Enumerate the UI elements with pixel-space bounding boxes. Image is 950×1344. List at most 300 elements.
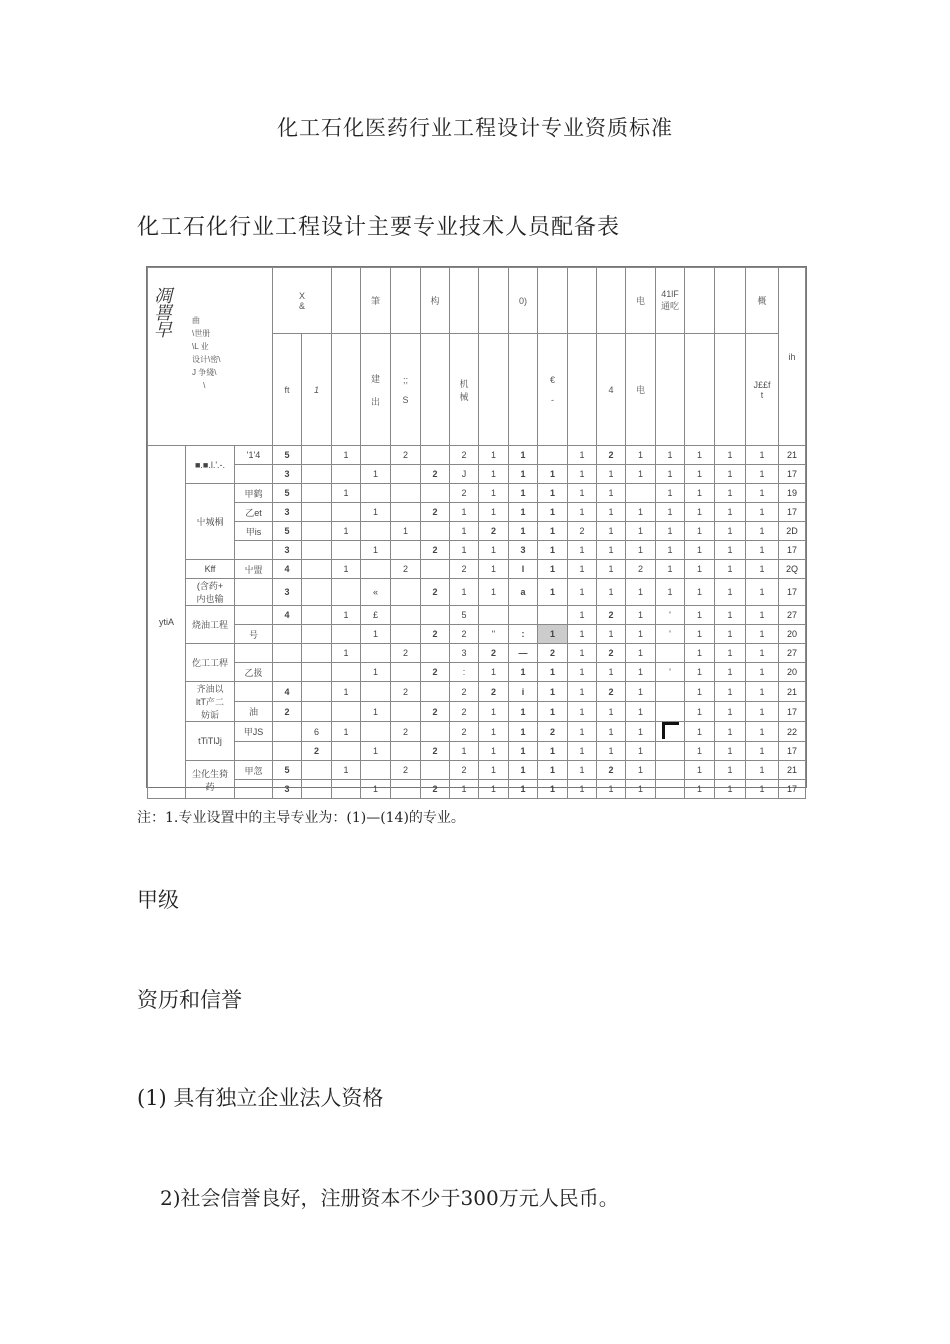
grade-heading: 甲级 (137, 888, 179, 912)
value-cell: 1 (361, 663, 391, 682)
value-cell: 17 (779, 465, 806, 484)
value-cell: 1 (361, 780, 391, 799)
staffing-table (146, 266, 807, 794)
spec-header-top (568, 268, 597, 334)
value-cell: 1 (746, 522, 779, 541)
value-cell: ' (656, 663, 685, 682)
value-cell: 1 (361, 702, 391, 722)
value-cell (538, 606, 568, 625)
value-cell: 1 (597, 702, 626, 722)
value-cell: 1 (597, 742, 626, 761)
spec-header-bottom: J££f t (746, 334, 779, 446)
value-cell: 1 (479, 503, 509, 522)
value-cell: 2 (597, 682, 626, 702)
value-cell (332, 503, 361, 522)
value-cell: 19 (779, 484, 806, 503)
value-cell: 2 (450, 722, 479, 742)
spec-header-bottom: ft (273, 334, 302, 446)
value-cell: 2 (391, 446, 421, 465)
value-cell: 1 (715, 780, 746, 799)
grade-cell: 甲is (235, 522, 273, 541)
value-cell: 1 (746, 606, 779, 625)
value-cell: 1 (479, 541, 509, 560)
corner-glyph: 凋 嘼 早 (154, 286, 172, 341)
value-cell: 1 (479, 702, 509, 722)
value-cell (273, 722, 302, 742)
value-cell: 1 (746, 579, 779, 606)
value-cell: 1 (479, 742, 509, 761)
value-cell: 17 (779, 503, 806, 522)
spec-header-top (538, 268, 568, 334)
value-cell: 2 (421, 625, 450, 644)
table-row (148, 644, 806, 663)
value-cell (302, 761, 332, 780)
value-cell (391, 541, 421, 560)
value-cell (656, 682, 685, 702)
grade-cell (235, 742, 273, 761)
table-row (148, 722, 806, 742)
value-cell: 1 (538, 484, 568, 503)
value-cell: 2 (421, 780, 450, 799)
value-cell: 1 (509, 446, 538, 465)
value-cell: 2 (421, 663, 450, 682)
spec-header-top: 构 (421, 268, 450, 334)
value-cell (361, 560, 391, 579)
corner-labels: 曲 \世册 \L 业 设计\密\ J 争綫\ \ (192, 316, 221, 390)
value-cell (302, 503, 332, 522)
spec-header-top: 电 (626, 268, 656, 334)
value-cell: 1 (509, 465, 538, 484)
value-cell: 1 (509, 522, 538, 541)
value-cell: 2 (450, 625, 479, 644)
value-cell: 1 (597, 579, 626, 606)
value-cell (302, 702, 332, 722)
value-cell: 2 (450, 682, 479, 702)
value-cell (479, 606, 509, 625)
value-cell (302, 560, 332, 579)
value-cell: 4 (273, 606, 302, 625)
value-cell: 1 (626, 465, 656, 484)
spec-header-bottom: ;; S (391, 334, 421, 446)
value-cell: 5 (273, 761, 302, 780)
value-cell: 1 (568, 761, 597, 780)
value-cell: 1 (538, 761, 568, 780)
value-cell: 1 (685, 722, 715, 742)
value-cell (421, 560, 450, 579)
value-cell: 1 (626, 579, 656, 606)
value-cell: 1 (746, 780, 779, 799)
value-cell (361, 682, 391, 702)
value-cell: i (509, 682, 538, 702)
value-cell: 1 (509, 761, 538, 780)
value-cell: 1 (626, 625, 656, 644)
value-cell: « (361, 579, 391, 606)
value-cell: 1 (479, 579, 509, 606)
value-cell: 1 (332, 644, 361, 663)
grade-cell: '1'4 (235, 446, 273, 465)
spec-header-bottom (656, 334, 685, 446)
value-cell: 1 (509, 742, 538, 761)
value-cell: 1 (685, 702, 715, 722)
spec-header-top (391, 268, 421, 334)
value-cell: 1 (332, 522, 361, 541)
value-cell: 1 (538, 742, 568, 761)
category-cell: 仡工工稈 (186, 644, 235, 682)
value-cell (421, 446, 450, 465)
value-cell: 1 (568, 722, 597, 742)
grade-cell: 乙扱 (235, 663, 273, 682)
table-row (148, 606, 806, 625)
value-cell: 1 (656, 484, 685, 503)
value-cell: 2 (450, 560, 479, 579)
value-cell: 4 (273, 682, 302, 702)
value-cell: 1 (332, 761, 361, 780)
grade-cell (235, 644, 273, 663)
value-cell (332, 625, 361, 644)
value-cell: 1 (597, 663, 626, 682)
value-cell: 2 (391, 644, 421, 663)
value-cell: 1 (538, 541, 568, 560)
table-row (148, 446, 806, 465)
value-cell: 1 (332, 722, 361, 742)
value-cell (391, 625, 421, 644)
value-cell: 2 (450, 761, 479, 780)
value-cell: 1 (685, 644, 715, 663)
value-cell (421, 722, 450, 742)
value-cell: 1 (715, 606, 746, 625)
value-cell (391, 484, 421, 503)
value-cell: 3 (273, 541, 302, 560)
value-cell: 2 (302, 742, 332, 761)
value-cell: 1 (361, 742, 391, 761)
value-cell: 1 (538, 702, 568, 722)
value-cell: 1 (656, 503, 685, 522)
value-cell: 4 (273, 560, 302, 579)
value-cell: 6 (302, 722, 332, 742)
value-cell: 1 (746, 541, 779, 560)
value-cell: 1 (568, 780, 597, 799)
value-cell (391, 465, 421, 484)
value-cell: 1 (479, 780, 509, 799)
value-cell (656, 761, 685, 780)
grade-cell: 号 (235, 625, 273, 644)
value-cell (302, 522, 332, 541)
value-cell (361, 722, 391, 742)
value-cell: 1 (685, 761, 715, 780)
value-cell: 2 (597, 446, 626, 465)
category-cell: Kff (186, 560, 235, 579)
value-cell (302, 663, 332, 682)
value-cell: 3 (450, 644, 479, 663)
value-cell: 1 (685, 742, 715, 761)
table-row (148, 522, 806, 541)
value-cell: 1 (715, 722, 746, 742)
value-cell: 1 (568, 579, 597, 606)
value-cell: 1 (715, 682, 746, 702)
value-cell: : (509, 625, 538, 644)
value-cell: 3 (273, 465, 302, 484)
value-cell: 1 (746, 465, 779, 484)
value-cell: 1 (538, 780, 568, 799)
grade-cell: 乙et (235, 503, 273, 522)
value-cell: 1 (538, 522, 568, 541)
value-cell: 1 (361, 625, 391, 644)
table-row (148, 484, 806, 503)
value-cell: 1 (538, 663, 568, 682)
table-corner-cell (148, 268, 273, 446)
value-cell: 17 (779, 742, 806, 761)
value-cell: 1 (715, 663, 746, 682)
value-cell: 2 (597, 606, 626, 625)
table-row (148, 742, 806, 761)
value-cell: 1 (479, 722, 509, 742)
table-note: 注：1.专业设置中的主导专业为：(1)—(14)的专业。 (137, 810, 465, 826)
value-cell (391, 606, 421, 625)
value-cell: 17 (779, 541, 806, 560)
value-cell: 1 (626, 644, 656, 663)
value-cell: 2 (421, 541, 450, 560)
value-cell: ' (656, 606, 685, 625)
table-row (148, 465, 806, 484)
value-cell: 1 (568, 503, 597, 522)
value-cell: 2 (597, 644, 626, 663)
value-cell (391, 780, 421, 799)
category-cell: tTiTlJj (186, 722, 235, 761)
value-cell (421, 644, 450, 663)
value-cell: 1 (597, 541, 626, 560)
value-cell: 1 (715, 465, 746, 484)
value-cell (302, 579, 332, 606)
grade-cell: 油 (235, 702, 273, 722)
value-cell: 5 (450, 606, 479, 625)
value-cell: 1 (509, 503, 538, 522)
spec-header-bottom (421, 334, 450, 446)
value-cell: — (509, 644, 538, 663)
value-cell: 1 (509, 702, 538, 722)
value-cell (421, 522, 450, 541)
table-row (148, 761, 806, 780)
table-title: 化工石化行业工程设计主要专业技术人员配备表 (137, 215, 621, 240)
value-cell: 1 (715, 446, 746, 465)
value-cell: 2 (479, 644, 509, 663)
value-cell: 1 (479, 761, 509, 780)
value-cell: ' (656, 625, 685, 644)
value-cell: 3 (509, 541, 538, 560)
value-cell: 1 (509, 780, 538, 799)
spec-header-bottom (479, 334, 509, 446)
value-cell: 1 (746, 702, 779, 722)
value-cell: 1 (685, 682, 715, 702)
value-cell: 2 (421, 702, 450, 722)
value-cell: J (450, 465, 479, 484)
value-cell: 2Q (779, 560, 806, 579)
value-cell: 1 (656, 560, 685, 579)
value-cell: 1 (626, 522, 656, 541)
grade-cell (235, 682, 273, 702)
value-cell: 22 (779, 722, 806, 742)
value-cell: 1 (568, 446, 597, 465)
value-cell: 2 (450, 446, 479, 465)
value-cell: 1 (597, 722, 626, 742)
document-title: 化工石化医药行业工程设计专业资质标准 (277, 116, 673, 140)
value-cell: 17 (779, 702, 806, 722)
value-cell: 3 (273, 780, 302, 799)
value-cell: 27 (779, 644, 806, 663)
value-cell: : (450, 663, 479, 682)
category-cell: 屮城桐 (186, 484, 235, 560)
value-cell: 1 (656, 465, 685, 484)
value-cell: 2 (568, 522, 597, 541)
spec-header-top (450, 268, 479, 334)
grade-cell (235, 579, 273, 606)
spec-header-top: 0) (509, 268, 538, 334)
value-cell: 1 (332, 446, 361, 465)
value-cell: 1 (685, 446, 715, 465)
value-cell: 1 (597, 465, 626, 484)
grade-cell (235, 606, 273, 625)
value-cell: 1 (568, 560, 597, 579)
category-cell: ■.■.l.'.-. (186, 446, 235, 484)
value-cell: 1 (626, 606, 656, 625)
grade-cell (235, 465, 273, 484)
value-cell: 1 (746, 742, 779, 761)
value-cell: 1 (746, 644, 779, 663)
value-cell: 1 (568, 644, 597, 663)
value-cell: 1 (597, 522, 626, 541)
value-cell (302, 465, 332, 484)
value-cell: 2 (479, 522, 509, 541)
grade-cell: 甲忽 (235, 761, 273, 780)
value-cell (302, 682, 332, 702)
spec-header-top: 41lF 通吃 (656, 268, 685, 334)
value-cell (302, 446, 332, 465)
value-cell: 2 (421, 465, 450, 484)
value-cell: 1 (626, 682, 656, 702)
table-row (148, 625, 806, 644)
value-cell: a (509, 579, 538, 606)
value-cell: l (509, 560, 538, 579)
value-cell: 1 (568, 663, 597, 682)
value-cell (656, 722, 685, 742)
value-cell: 1 (361, 541, 391, 560)
value-cell: 1 (450, 541, 479, 560)
spec-header-bottom (685, 334, 715, 446)
value-cell: 5 (273, 484, 302, 503)
value-cell (626, 484, 656, 503)
value-cell: 1 (509, 484, 538, 503)
spec-header-bottom (715, 334, 746, 446)
value-cell (391, 579, 421, 606)
value-cell: 2 (421, 579, 450, 606)
value-cell: 1 (538, 682, 568, 702)
value-cell (273, 644, 302, 663)
value-cell: 21 (779, 761, 806, 780)
value-cell: 1 (479, 465, 509, 484)
value-cell: 1 (332, 606, 361, 625)
value-cell (332, 465, 361, 484)
value-cell: 1 (715, 742, 746, 761)
value-cell: 1 (538, 465, 568, 484)
value-cell: 1 (715, 625, 746, 644)
value-cell: 2 (479, 682, 509, 702)
table-row (148, 579, 806, 606)
spec-header-top (685, 268, 715, 334)
value-cell: 1 (626, 446, 656, 465)
value-cell: 1 (715, 761, 746, 780)
table-row (148, 663, 806, 682)
value-cell: 1 (746, 722, 779, 742)
table-row (148, 780, 806, 799)
spec-header-bottom: € - (538, 334, 568, 446)
value-cell: 1 (715, 560, 746, 579)
value-cell: 1 (450, 522, 479, 541)
value-cell: 1 (450, 579, 479, 606)
category-cell: 尘化生猗 药 (186, 761, 235, 799)
value-cell (361, 761, 391, 780)
value-cell: 1 (509, 722, 538, 742)
value-cell: 1 (479, 484, 509, 503)
value-cell (332, 742, 361, 761)
value-cell: 1 (626, 742, 656, 761)
grade-cell (235, 541, 273, 560)
value-cell: 1 (685, 522, 715, 541)
value-cell (421, 484, 450, 503)
value-cell: 1 (597, 503, 626, 522)
grade-cell: 甲鹤 (235, 484, 273, 503)
value-cell: 1 (538, 625, 568, 644)
value-cell: 2 (450, 702, 479, 722)
spec-header-bottom (509, 334, 538, 446)
value-cell: 2 (391, 560, 421, 579)
spec-header-top: 筆 (361, 268, 391, 334)
table-row (148, 682, 806, 702)
spec-header-bottom (568, 334, 597, 446)
spec-header-bottom: 1 (302, 334, 332, 446)
value-cell: 2 (391, 761, 421, 780)
value-cell: 1 (568, 742, 597, 761)
value-cell: 20 (779, 663, 806, 682)
total-header: ih (779, 268, 806, 446)
value-cell: 1 (450, 503, 479, 522)
value-cell: 2 (421, 503, 450, 522)
value-cell: 20 (779, 625, 806, 644)
value-cell: 1 (626, 722, 656, 742)
corner-mark (662, 722, 679, 739)
value-cell: 1 (626, 780, 656, 799)
value-cell (391, 742, 421, 761)
category-cell: 烧油工程 (186, 606, 235, 644)
value-cell: 1 (746, 761, 779, 780)
value-cell (302, 484, 332, 503)
value-cell: 1 (568, 625, 597, 644)
value-cell: 1 (715, 702, 746, 722)
value-cell (656, 702, 685, 722)
value-cell (302, 541, 332, 560)
value-cell: 1 (746, 625, 779, 644)
value-cell (391, 663, 421, 682)
value-cell: 1 (715, 522, 746, 541)
value-cell: 5 (273, 446, 302, 465)
value-cell (421, 761, 450, 780)
requirement-item-2: 2)社会信誉良好，注册资本不少于300万元人民币。 (160, 1186, 619, 1210)
value-cell (391, 503, 421, 522)
value-cell: 1 (450, 780, 479, 799)
value-cell: 1 (626, 761, 656, 780)
value-cell (656, 742, 685, 761)
value-cell: 1 (656, 579, 685, 606)
value-cell: 1 (391, 522, 421, 541)
value-cell: 1 (626, 702, 656, 722)
